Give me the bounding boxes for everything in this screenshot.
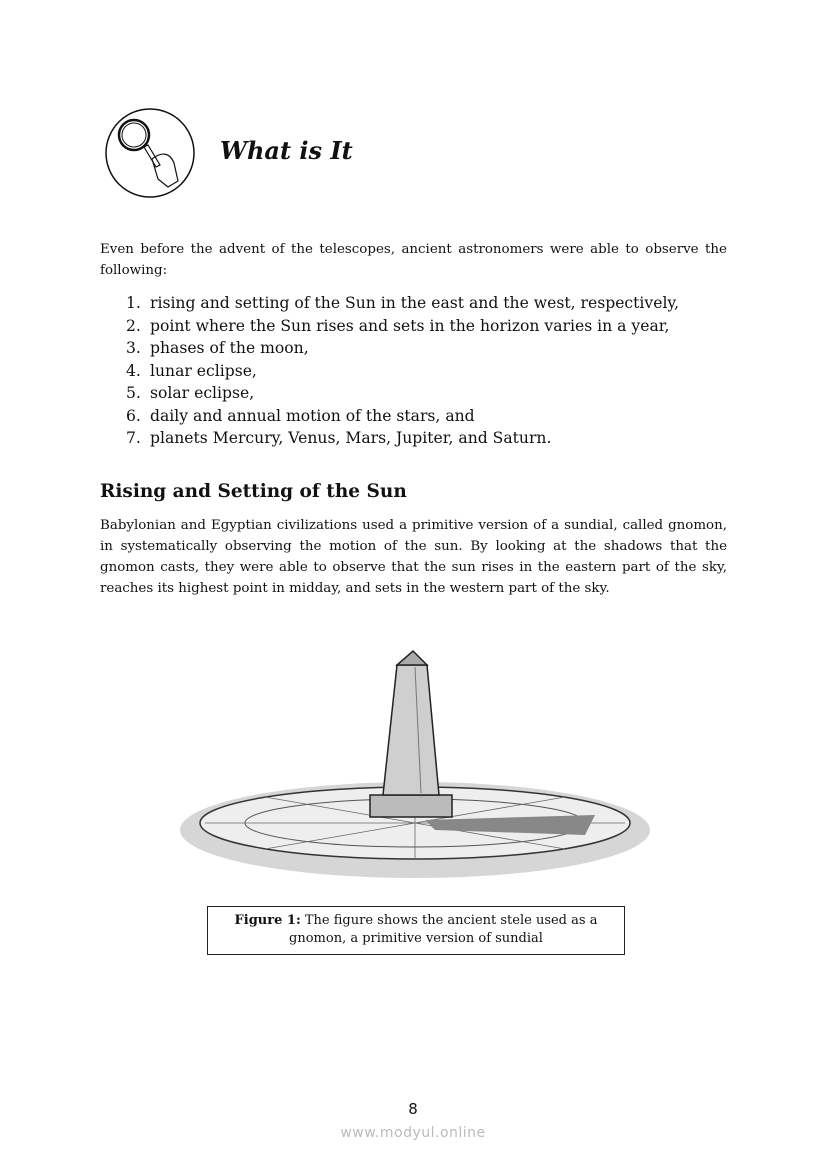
list-item: 6. daily and annual motion of the stars, and — [126, 406, 475, 425]
list-item: 1. rising and setting of the Sun in the east and the west, respectively, — [126, 294, 680, 312]
page-number: 8 — [408, 1100, 418, 1118]
figure-caption-text: The figure shows the ancient stele used as a gnomon, a primitive version of sundial — [289, 913, 598, 946]
list-item: 3. phases of the moon, — [126, 339, 309, 357]
list-item: 7. planets Mercury, Venus, Mars, Jupiter, and Saturn. — [126, 429, 552, 447]
intro-paragraph: Even before the advent of the telescopes, ancient astronomers were able to observe the following: — [100, 242, 727, 278]
figure-label: Figure 1: — [234, 913, 301, 928]
list-item: 5. solar eclipse, — [126, 384, 255, 402]
gnomon-illustration — [175, 645, 660, 890]
watermark: www.modyul.online — [340, 1125, 486, 1141]
figure-caption — [207, 906, 625, 955]
observations-list — [126, 292, 679, 450]
subsection-paragraph: Babylonian and Egyptian civilizations used a primitive version of a sundial, called gnomon, in systematically observing the motion of the sun. By looking at the shadows that the gnomon casts, they were able to observe that the sun rises in the eastern part of the sky, reaches its highest point in midday, and sets in the western part of the sky. — [100, 518, 727, 596]
subsection-heading: Rising and Setting of the Sun — [100, 481, 407, 502]
list-item: 4. lunar eclipse, — [126, 361, 257, 380]
magnifying-glass-icon — [104, 107, 196, 199]
list-item: 2. point where the Sun rises and sets in the horizon varies in a year, — [126, 316, 670, 335]
section-title: What is It — [220, 136, 353, 165]
